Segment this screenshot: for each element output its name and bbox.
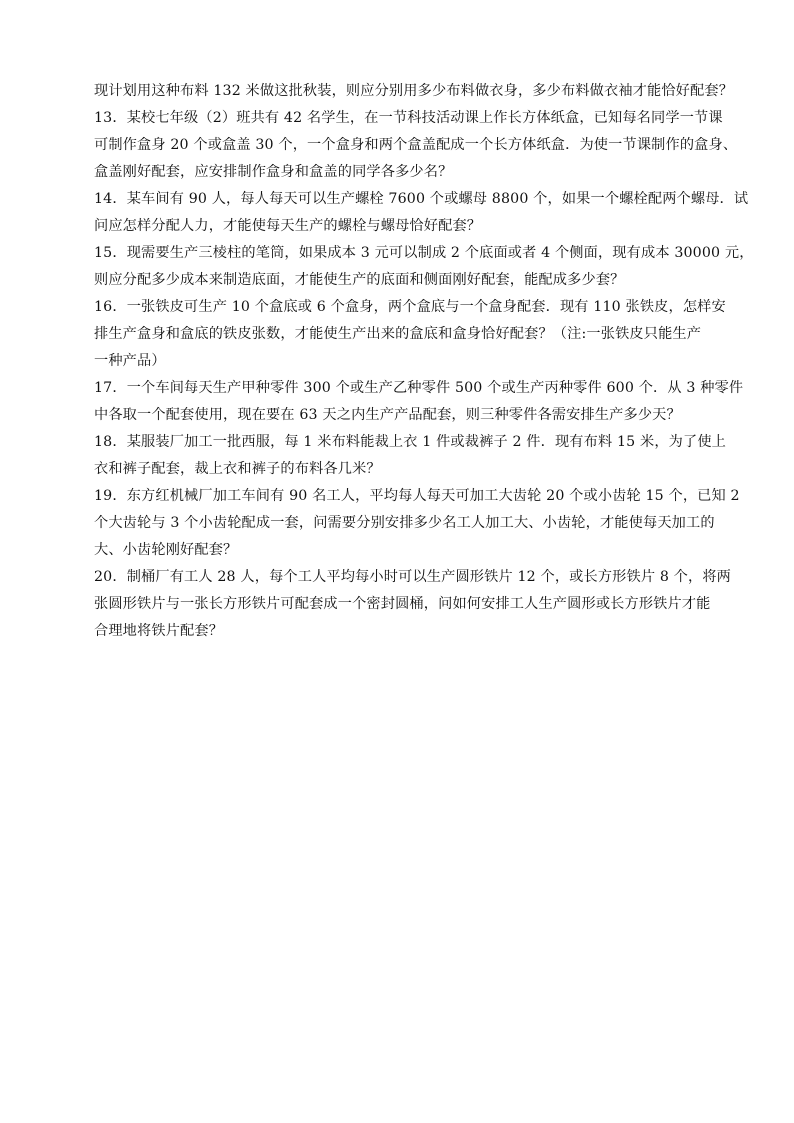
problem-12-continuation <box>94 78 734 105</box>
text-line: 现计划用这种布料 132 米做这批秋装，则应分别用多少布料做衣身，多少布料做衣袖才能恰好配套？ <box>94 83 734 99</box>
text-line: 17．一个车间每天生产甲种零件 300 个或生产乙种零件 500 个或生产丙种零件 600 个．从 3 种零件 <box>94 380 744 396</box>
text-line: 一种产品） <box>94 353 166 369</box>
text-line: 15．现需要生产三棱柱的笔筒，如果成本 3 元可以制成 2 个底面或者 4 个侧面，现有成本 30000 元， <box>94 245 754 261</box>
text-line: 盒盖刚好配套，应安排制作盒身和盒盖的同学各多少名？ <box>94 164 453 180</box>
problem-15 <box>94 240 754 294</box>
text-line: 问应怎样分配人力，才能使每天生产的螺栓与螺母恰好配套？ <box>94 218 482 234</box>
problem-16 <box>94 294 726 375</box>
document-page <box>94 78 754 645</box>
text-line: 合理地将铁片配套？ <box>94 623 224 639</box>
text-line: 19．东方红机械厂加工车间有 90 名工人，平均每人每天可加工大齿轮 20 个或小齿轮 15 个，已知 2 <box>94 488 740 504</box>
text-line: 排生产盒身和盒底的铁皮张数，才能使生产出来的盒底和盒身恰好配套？（注:一张铁皮只能生产 <box>94 326 702 342</box>
text-line: 16．一张铁皮可生产 10 个盒底或 6 个盒身，两个盒底与一个盒身配套．现有 110 张铁皮，怎样安 <box>94 299 726 315</box>
problem-13 <box>94 105 738 186</box>
text-line: 张圆形铁片与一张长方形铁片可配套成一个密封圆桶，问如何安排工人生产圆形或长方形铁片才能 <box>94 596 711 612</box>
text-line: 大、小齿轮刚好配套？ <box>94 542 238 558</box>
text-line: 个大齿轮与 3 个小齿轮配成一套，问需要分别安排多少名工人加工大、小齿轮，才能使每天加工的 <box>94 515 715 531</box>
text-line: 13．某校七年级（2）班共有 42 名学生，在一节科技活动课上作长方体纸盒，已知每名同学一节课 <box>94 110 723 126</box>
text-line: 中各取一个配套使用，现在要在 63 天之内生产产品配套，则三种零件各需安排生产多少天？ <box>94 407 681 423</box>
text-line: 20．制桶厂有工人 28 人，每个工人平均每小时可以生产圆形铁片 12 个，或长方形铁片 8 个，将两 <box>94 569 732 585</box>
problem-18 <box>94 429 727 483</box>
text-line: 14．某车间有 90 人，每人每天可以生产螺栓 7600 个或螺母 8800 个，如果一个螺栓配两个螺母．试 <box>94 191 749 207</box>
text-line: 衣和裤子配套，裁上衣和裤子的布料各几米？ <box>94 461 381 477</box>
problem-17 <box>94 375 744 429</box>
text-line: 则应分配多少成本来制造底面，才能使生产的底面和侧面刚好配套，能配成多少套？ <box>94 272 625 288</box>
problem-14 <box>94 186 749 240</box>
problem-19 <box>94 483 740 564</box>
text-line: 18．某服装厂加工一批西服，每 1 米布料能裁上衣 1 件或裁裤子 2 件．现有布料 15 米，为了使上 <box>94 434 727 450</box>
text-line: 可制作盒身 20 个或盒盖 30 个，一个盒身和两个盒盖配成一个长方体纸盒．为使一节课制作的盒身、 <box>94 137 738 153</box>
problem-20 <box>94 564 732 645</box>
